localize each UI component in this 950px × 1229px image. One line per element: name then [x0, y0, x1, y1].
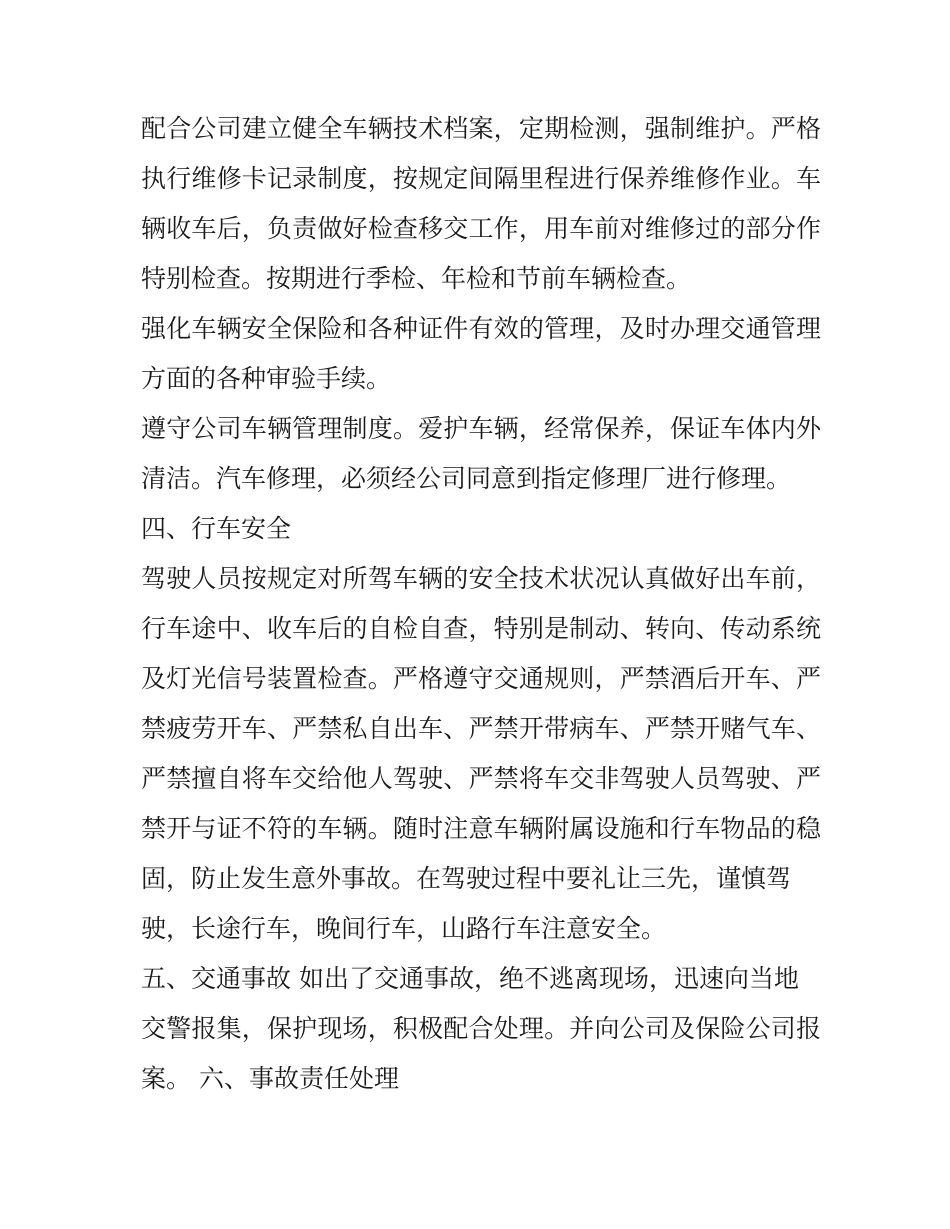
text-line: 行车途中、收车后的自检自查，特别是制动、转向、传动系统 [141, 614, 821, 643]
text-line: 四、行车安全 [141, 514, 292, 543]
text-line: 禁疲劳开车、严禁私自出车、严禁开带病车、严禁开赌气车、 [141, 714, 821, 743]
text-line: 交警报集，保护现场，积极配合处理。并向公司及保险公司报 [141, 1014, 821, 1043]
text-line: 及灯光信号装置检查。严格遵守交通规则，严禁酒后开车、严 [141, 664, 821, 693]
text-line: 遵守公司车辆管理制度。爱护车辆，经常保养，保证车体内外 [141, 414, 821, 443]
text-line: 特别检查。按期进行季检、年检和节前车辆检查。 [141, 264, 692, 293]
text-line: 驶，长途行车，晚间行车，山路行车注意安全。 [141, 914, 667, 943]
text-line: 驾驶人员按规定对所驾车辆的安全技术状况认真做好出车前， [141, 564, 821, 593]
text-line: 清洁。汽车修理，必须经公司同意到指定修理厂进行修理。 [141, 464, 792, 493]
text-line: 辆收车后，负责做好检查移交工作，用车前对维修过的部分作 [141, 214, 821, 243]
text-line: 禁开与证不符的车辆。随时注意车辆附属设施和行车物品的稳 [141, 814, 821, 843]
text-line: 案。 六、事故责任处理 [141, 1064, 399, 1093]
text-line: 五、交通事故 如出了交通事故，绝不逃离现场，迅速向当地 [141, 964, 799, 993]
text-line: 执行维修卡记录制度，按规定间隔里程进行保养维修作业。车 [141, 164, 821, 193]
text-line: 强化车辆安全保险和各种证件有效的管理，及时办理交通管理 [141, 314, 821, 343]
text-line: 严禁擅自将车交给他人驾驶、严禁将车交非驾驶人员驾驶、严 [141, 764, 821, 793]
document-body [141, 104, 821, 1104]
text-line: 方面的各种审验手续。 [141, 364, 392, 393]
text-line: 配合公司建立健全车辆技术档案，定期检测，强制维护。严格 [141, 114, 821, 143]
text-line: 固，防止发生意外事故。在驾驶过程中要礼让三先，谨慎驾 [141, 864, 792, 893]
